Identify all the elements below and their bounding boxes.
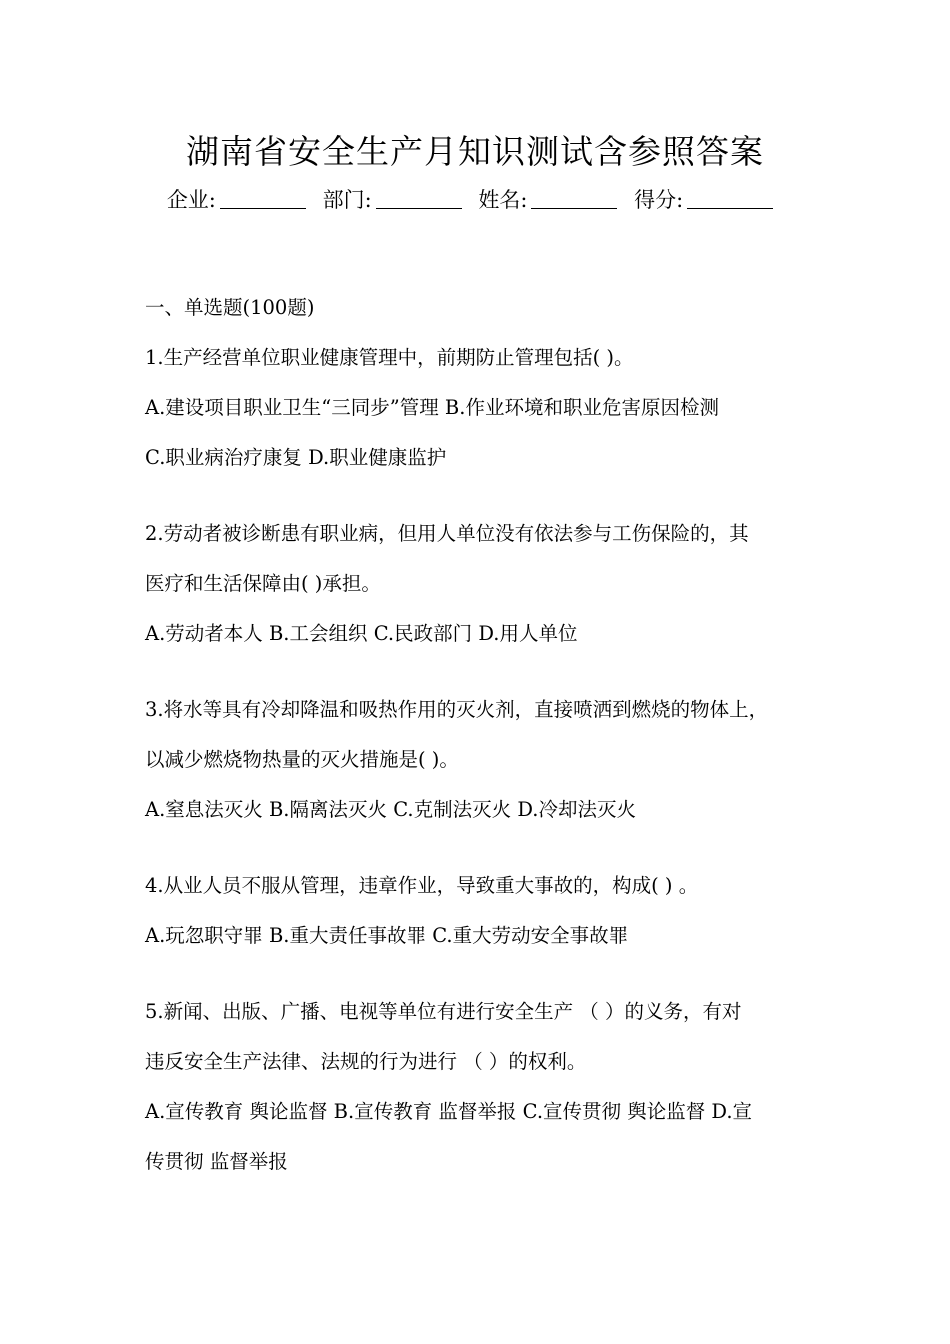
company-field [167,188,316,212]
question-spacer [145,961,825,987]
question-item [145,685,825,835]
question-item [145,861,825,961]
question-list [145,283,825,1187]
score-label: 得分: [634,188,684,212]
name-field [478,188,627,212]
department-field [323,188,472,212]
score-blank[interactable] [687,188,773,209]
question-spacer [145,483,825,509]
question-stem: 以减少燃烧物热量的灭火措施是( )。 [145,748,459,771]
question-stem: 4.从业人员不服从管理，违章作业，导致重大事故的，构成( ) 。 [145,874,699,897]
question-item [145,333,825,483]
score-field [634,188,783,212]
question-options: A.宣传教育 舆论监督 B.宣传教育 监督举报 C.宣传贯彻 舆论监督 D.宣 [145,1100,753,1123]
question-stem: 2.劳动者被诊断患有职业病，但用人单位没有依法参与工伤保险的，其 [145,522,749,545]
company-label: 企业: [166,188,216,212]
question-options: A.劳动者本人 B.工会组织 C.民政部门 D.用人单位 [145,622,578,645]
question-item [145,987,825,1187]
question-spacer [145,835,825,861]
question-options: A.窒息法灭火 B.隔离法灭火 C.克制法灭火 D.冷却法灭火 [145,798,636,821]
question-options: C.职业病治疗康复 D.职业健康监护 [145,446,447,469]
name-blank[interactable] [531,188,617,209]
section-heading: 一、单选题(100题) [145,296,315,319]
company-blank[interactable] [220,188,306,209]
name-label: 姓名: [478,188,528,212]
question-stem: 医疗和生活保障由( )承担。 [145,572,381,595]
respondent-info-line [0,183,950,217]
question-options: A.玩忽职守罪 B.重大责任事故罪 C.重大劳动安全事故罪 [145,924,629,947]
question-stem: 违反安全生产法律、法规的行为进行 （ ）的权利。 [145,1050,587,1073]
question-spacer [145,659,825,685]
department-blank[interactable] [376,188,462,209]
question-item [145,509,825,659]
department-label: 部门: [322,188,372,212]
question-stem: 3.将水等具有冷却降温和吸热作用的灭火剂，直接喷洒到燃烧的物体上， [145,698,769,721]
question-options: 传贯彻 监督举报 [145,1150,288,1173]
question-options: A.建设项目职业卫生“三同步”管理 B.作业环境和职业危害原因检测 [145,396,719,419]
question-stem: 1.生产经营单位职业健康管理中，前期防止管理包括( )。 [145,346,634,369]
document-title: 湖南省安全生产月知识测试含参照答案 [186,132,764,171]
question-stem: 5.新闻、出版、广播、电视等单位有进行安全生产 （ ）的义务，有对 [145,1000,742,1023]
